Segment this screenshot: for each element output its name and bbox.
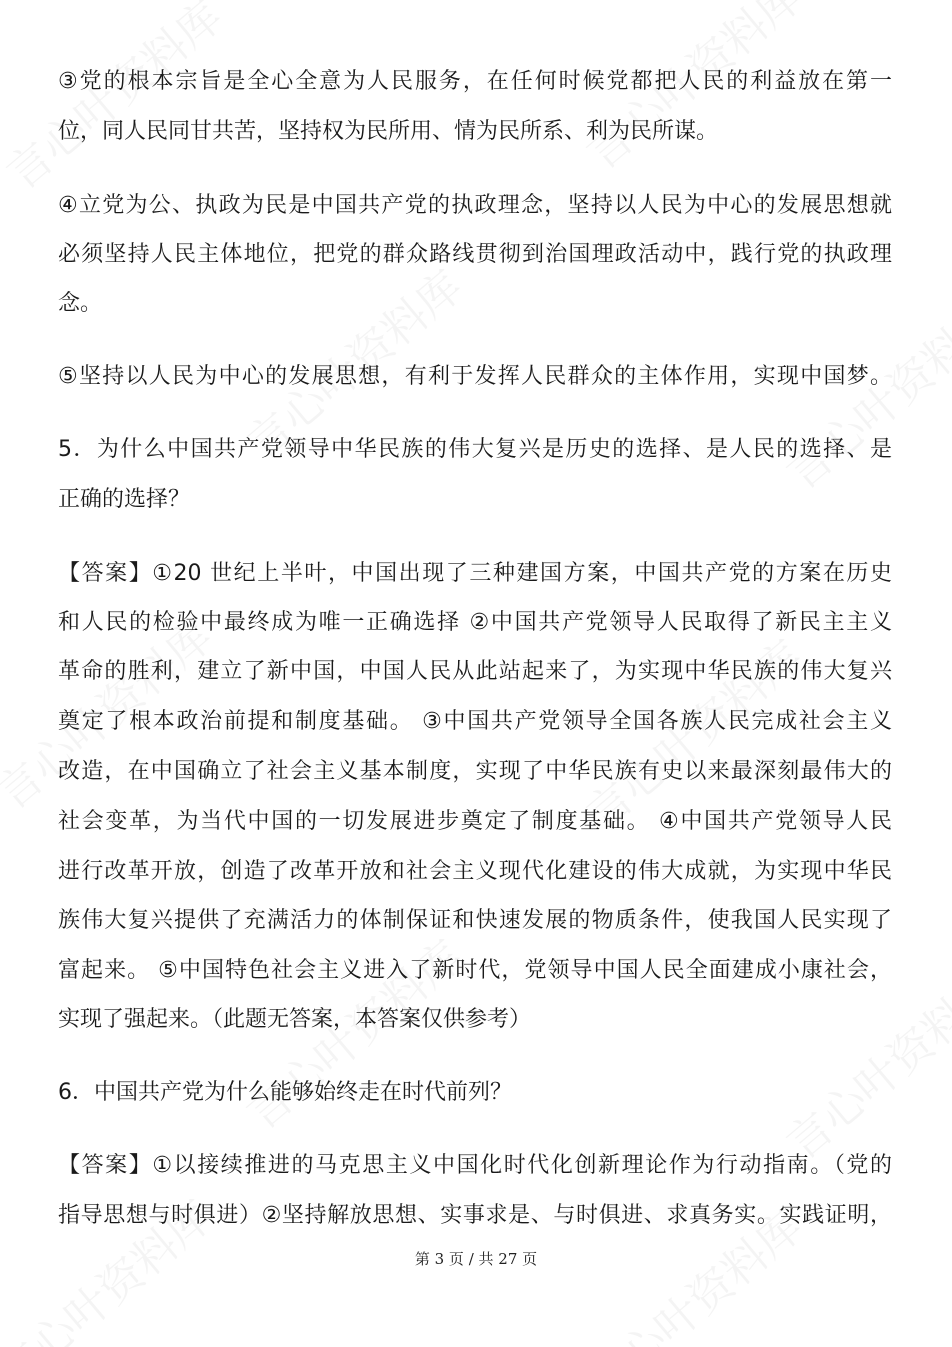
text-line: 念。 <box>58 291 103 316</box>
answer-5-line: 实现了强起来。（此题无答案，本答案仅供参考） <box>58 1007 532 1032</box>
answer-6-line: 【答案】①以接续推进的马克思主义中国化时代化创新理论作为行动指南。（党的 <box>58 1153 892 1178</box>
answer-5-line: 【答案】①20 世纪上半叶，中国出现了三种建国方案，中国共产党的方案在历史 <box>58 561 892 586</box>
question-6: 6．中国共产党为什么能够始终走在时代前列？ <box>58 1080 512 1105</box>
text-line: ⑤坚持以人民为中心的发展思想，有利于发挥人民群众的主体作用，实现中国梦。 <box>58 364 892 389</box>
watermark <box>0 0 234 201</box>
text-line: ④立党为公、执政为民是中国共产党的执政理念，坚持以人民为中心的发展思想就 <box>58 193 892 218</box>
answer-5-line: 进行改革开放，创造了改革开放和社会主义现代化建设的伟大成就，为实现中华民 <box>58 859 892 884</box>
question-5: 5．为什么中国共产党领导中华民族的伟大复兴是历史的选择、是人民的选择、是 <box>58 437 892 462</box>
watermark <box>770 953 952 1172</box>
answer-5-line: 富起来。 ⑤中国特色社会主义进入了新时代，党领导中国人民全面建成小康社会， <box>58 958 892 983</box>
answer-5-line: 社会变革，为当代中国的一切发展进步奠定了制度基础。 ④中国共产党领导人民 <box>58 809 892 834</box>
question-5: 正确的选择？ <box>58 487 191 512</box>
text-line: ③党的根本宗旨是全心全意为人民服务，在任何时候党都把人民的利益放在第一 <box>58 69 892 94</box>
answer-5-line: 改造，在中国确立了社会主义基本制度，实现了中华民族有史以来最深刻最伟大的 <box>58 759 892 784</box>
answer-5-line: 族伟大复兴提供了充满活力的体制保证和快速发展的物质条件，使我国人民实现了 <box>58 908 892 933</box>
answer-6-line: 指导思想与时俱进）②坚持解放思想、实事求是、与时俱进、求真务实。实践证明， <box>58 1203 892 1228</box>
text-line: 位，同人民同甘共苦，坚持权为民所用、情为民所系、利为民所谋。 <box>58 119 719 144</box>
answer-5-line: 和人民的检验中最终成为唯一正确选择 ②中国共产党领导人民取得了新民主主义 <box>58 610 892 635</box>
text-line: 必须坚持人民主体地位，把党的群众路线贯彻到治国理政活动中，践行党的执政理 <box>58 242 892 267</box>
answer-5-line: 革命的胜利，建立了新中国，中国人民从此站起来了，为实现中华民族的伟大复兴 <box>58 659 892 684</box>
answer-5-line: 奠定了根本政治前提和制度基础。 ③中国共产党领导全国各族人民完成社会主义 <box>58 709 892 734</box>
page-number-footer: 第 3 页 / 共 27 页 <box>414 1250 538 1268</box>
